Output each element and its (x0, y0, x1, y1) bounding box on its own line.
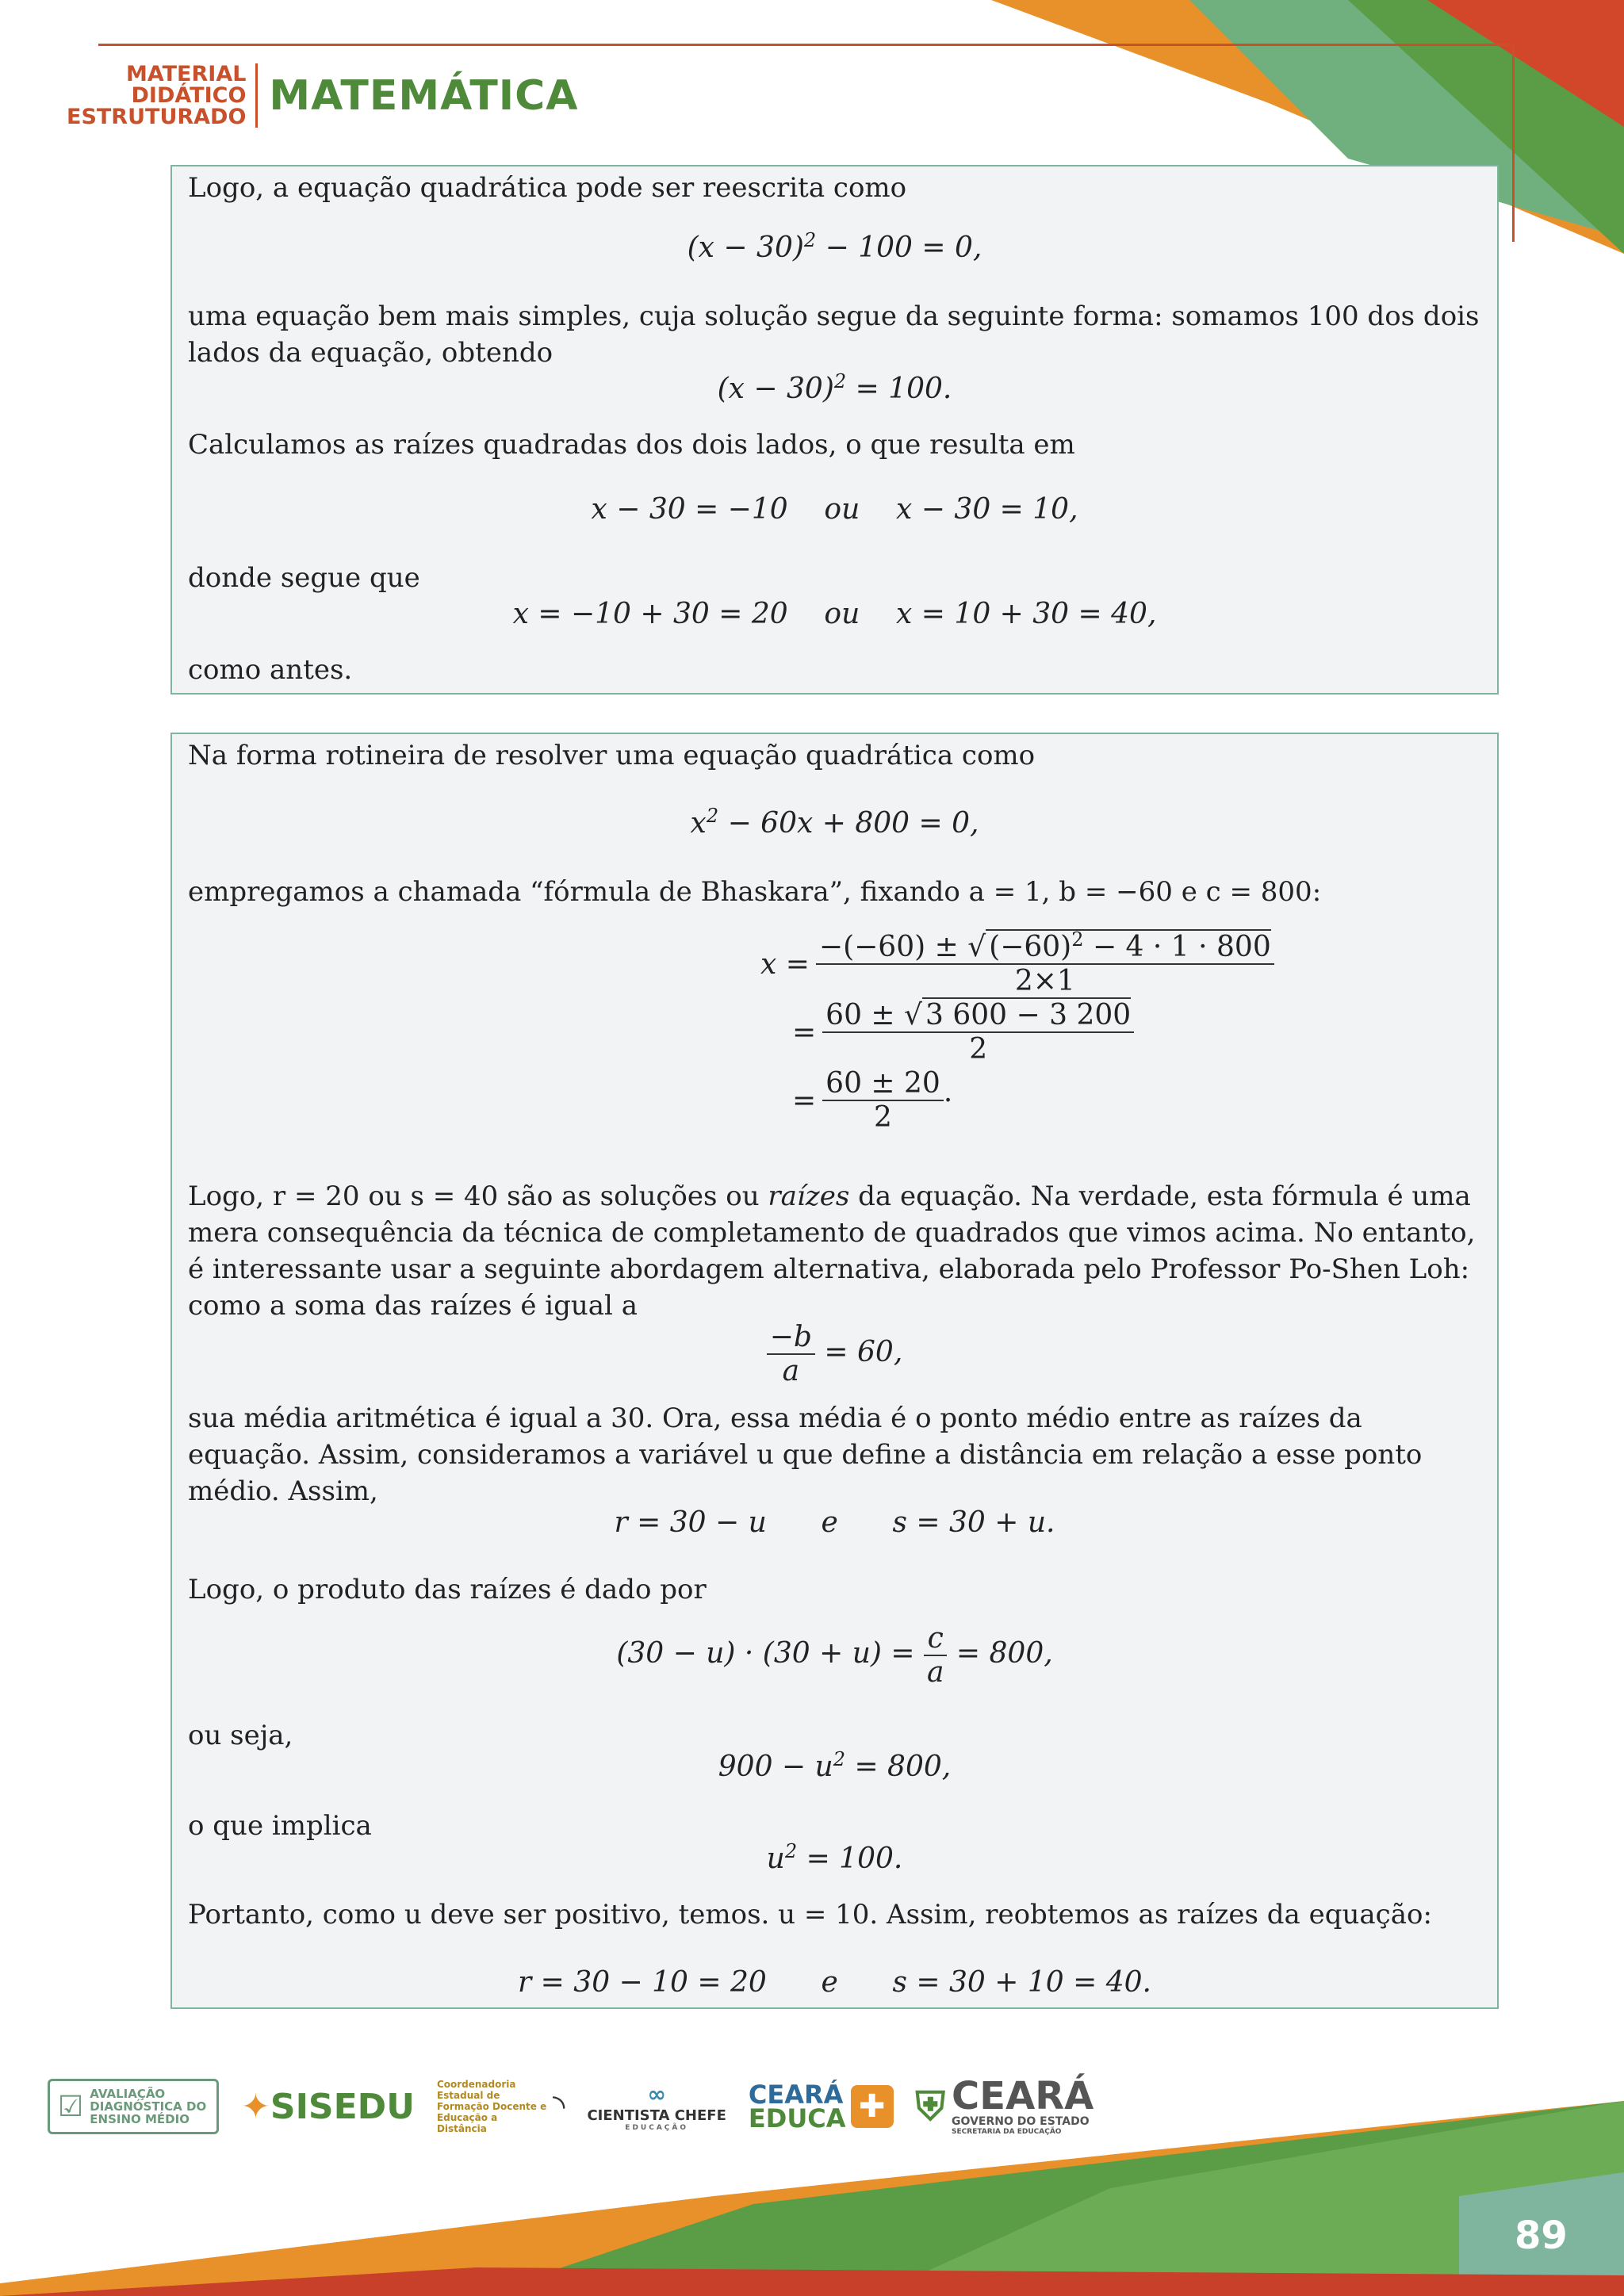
formula-fraction (822, 999, 1134, 1066)
formula-line-2 (767, 999, 1243, 1066)
denominator: 2 (874, 1101, 892, 1134)
numerator: −(−60) ± √ $(-60)^2 - 4 \cdot 1 \cdot 800$ (816, 931, 1274, 965)
bhaskara-formula (760, 928, 1271, 1134)
footer-logos (48, 2074, 1094, 2136)
formula-line-3 (767, 1067, 1243, 1134)
logo-text: CIENTISTA CHEFE (587, 2107, 726, 2124)
paragraph: Na forma rotineira de resolver uma equação quadrática como (188, 740, 1036, 771)
eq-part: = 100. (846, 373, 952, 405)
formula-fraction (816, 928, 1274, 997)
eq-part: x (690, 807, 707, 840)
eq-part: (30 − u) · (30 + u) = (616, 1637, 924, 1670)
paragraph: ou seja, (188, 1720, 293, 1751)
brand-header (67, 63, 579, 128)
equals-sign: = (792, 1016, 817, 1049)
logo-text: Coordenadoria Estadual de Formação Docente e Educação a Distância (436, 2079, 547, 2134)
logo-subtext: GOVERNO DO ESTADO (952, 2115, 1090, 2128)
equation (172, 229, 1497, 264)
equation: x = −10 + 30 = 20 ou x = 10 + 30 = 40, (512, 598, 1157, 630)
sisedu-logo (241, 2087, 415, 2127)
formula-fraction (822, 1067, 944, 1134)
page-number: 89 (1515, 2214, 1568, 2258)
solution-box-1 (170, 165, 1499, 695)
equation (172, 1622, 1497, 1689)
equation: x − 30 = −10 ou x − 30 = 10, (591, 493, 1078, 526)
formula-lhs: x = (760, 947, 810, 981)
denominator: 2 (969, 1033, 988, 1066)
logo-text: AVALIAÇÃO DIAGNÓSTICA DO ENSINO MÉDIO (90, 2087, 207, 2126)
logo-text: SISEDU (270, 2086, 415, 2127)
eq-part: (x − 30) (687, 232, 804, 264)
exponent: 2 (784, 1840, 798, 1862)
paragraph: Calculamos as raízes quadradas dos dois lados, o que resulta em (188, 429, 1075, 461)
solution-box-2 (170, 733, 1499, 2009)
paragraph: sua média aritmética é igual a 30. Ora, essa média é o ponto médio entre as raízes da equação. Assim, consideramos a variável u que define a distância em relação a esse ponto médio. Assim, (188, 1402, 1423, 1507)
brand-line-2: DIDÁTICO (131, 83, 247, 108)
eq-part: = 800, (845, 1751, 952, 1783)
equation (172, 807, 1497, 840)
equation (172, 1748, 1497, 1783)
brand-line-3: ESTRUTURADO (67, 105, 247, 129)
eq-part: u (766, 1843, 785, 1875)
brand-logo (67, 63, 258, 128)
eq-part: (x − 30) (717, 373, 834, 405)
exponent: 2 (706, 805, 719, 827)
eq-part: = 100. (797, 1843, 903, 1875)
cientista-chefe-logo (587, 2081, 726, 2132)
numerator: 60 ± 20 (822, 1067, 944, 1101)
governo-ceara-logo (915, 2074, 1094, 2136)
header-rule (98, 44, 1510, 46)
paragraph: Logo, a equação quadrática pode ser reescrita como (188, 172, 907, 204)
num-part: 60 ± (825, 999, 905, 1031)
fraction (924, 1622, 947, 1689)
paragraph (188, 1178, 1481, 1324)
logo-subtext: SECRETARIA DA EDUCAÇÃO (952, 2128, 1062, 2136)
paragraph: empregamos a chamada “fórmula de Bhaskara”, fixando a = 1, b = −60 e c = 800: (188, 876, 1322, 908)
star-icon: ✚ (851, 2085, 894, 2128)
equals-sign: = (792, 1084, 817, 1117)
paragraph: uma equação bem mais simples, cuja solução segue da seguinte forma: somamos 100 dos dois lados da equação, obtendo (188, 300, 1480, 369)
paragraph: o que implica (188, 1810, 372, 1842)
coat-of-arms-icon: ⛨ (915, 2083, 946, 2130)
checklist-icon: ☑ (58, 2090, 84, 2123)
numerator: 60 ± √ 3 600 − 3 200 (822, 999, 1134, 1033)
subject-title: MATEMÁTICA (269, 71, 579, 120)
exponent: 2 (833, 370, 847, 392)
ced-logo (437, 2079, 565, 2134)
paragraph: donde segue que (188, 562, 420, 594)
formula-line-1 (760, 928, 1271, 997)
wave-icon: ◝ (552, 2088, 565, 2125)
paragraph: como antes. (188, 654, 353, 686)
denominator: a (926, 1656, 944, 1689)
eq-part: − 100 = 0, (816, 232, 982, 264)
formula-dot: · (943, 1084, 953, 1117)
logo-subtext: EDUCAÇÃO (625, 2124, 689, 2132)
numerator: c (924, 1622, 947, 1656)
eq-part: 900 − u (718, 1751, 833, 1783)
brand-line-1: MATERIAL (125, 62, 247, 86)
paragraph: Logo, o produto das raízes é dado por (188, 1574, 707, 1605)
equation: r = 30 − u e s = 30 + u. (614, 1506, 1055, 1539)
text-part: Logo, r = 20 ou s = 40 são as soluções ou (188, 1181, 768, 1212)
paragraph: Portanto, como u deve ser positivo, temos. u = 10. Assim, reobtemos as raízes da equação: (188, 1899, 1432, 1931)
header-vertical-rule (1512, 44, 1515, 242)
ceara-educa-logo (748, 2080, 894, 2133)
emphasis: raízes (768, 1181, 850, 1212)
logo-text: CEARÁ (952, 2074, 1094, 2118)
num-part: (−60) (989, 931, 1072, 963)
denominator: a (782, 1355, 800, 1387)
equation: r = 30 − 10 = 20 e s = 30 + 10 = 40. (518, 1966, 1151, 1999)
equation (172, 1321, 1497, 1387)
numerator: −b (767, 1321, 815, 1355)
equation (172, 1840, 1497, 1875)
chain-icon: ∞ (647, 2081, 666, 2107)
fraction (767, 1321, 815, 1387)
sisedu-icon: ✦ (241, 2086, 270, 2127)
equation (172, 370, 1497, 405)
denominator: 2×1 (1014, 965, 1075, 997)
num-part: 3 600 − 3 200 (922, 997, 1131, 1031)
eq-part: − 60x + 800 = 0, (718, 807, 979, 840)
eq-part: = 800, (947, 1637, 1053, 1670)
logo-text: CEARÁ (748, 2080, 844, 2110)
num-part: −(−60) ± (818, 931, 968, 963)
exponent: 2 (833, 1748, 845, 1770)
avaliacao-logo (48, 2079, 219, 2134)
text-part: da equação. Na verdade, esta fórmula é uma mera consequência da técnica de completamento de quadrados que vimos acima. No entanto, é interessante usar a seguinte abordagem alternativa, elaborada pelo Professor Po-Shen Loh: como a soma das raízes é igual a (188, 1181, 1476, 1322)
eq-part: = 60, (814, 1336, 903, 1368)
exponent: 2 (803, 229, 817, 251)
logo-text: EDUCA (748, 2103, 846, 2133)
num-part: − 4 · 1 · 800 (1083, 931, 1271, 963)
exponent: 2 (1071, 928, 1084, 951)
